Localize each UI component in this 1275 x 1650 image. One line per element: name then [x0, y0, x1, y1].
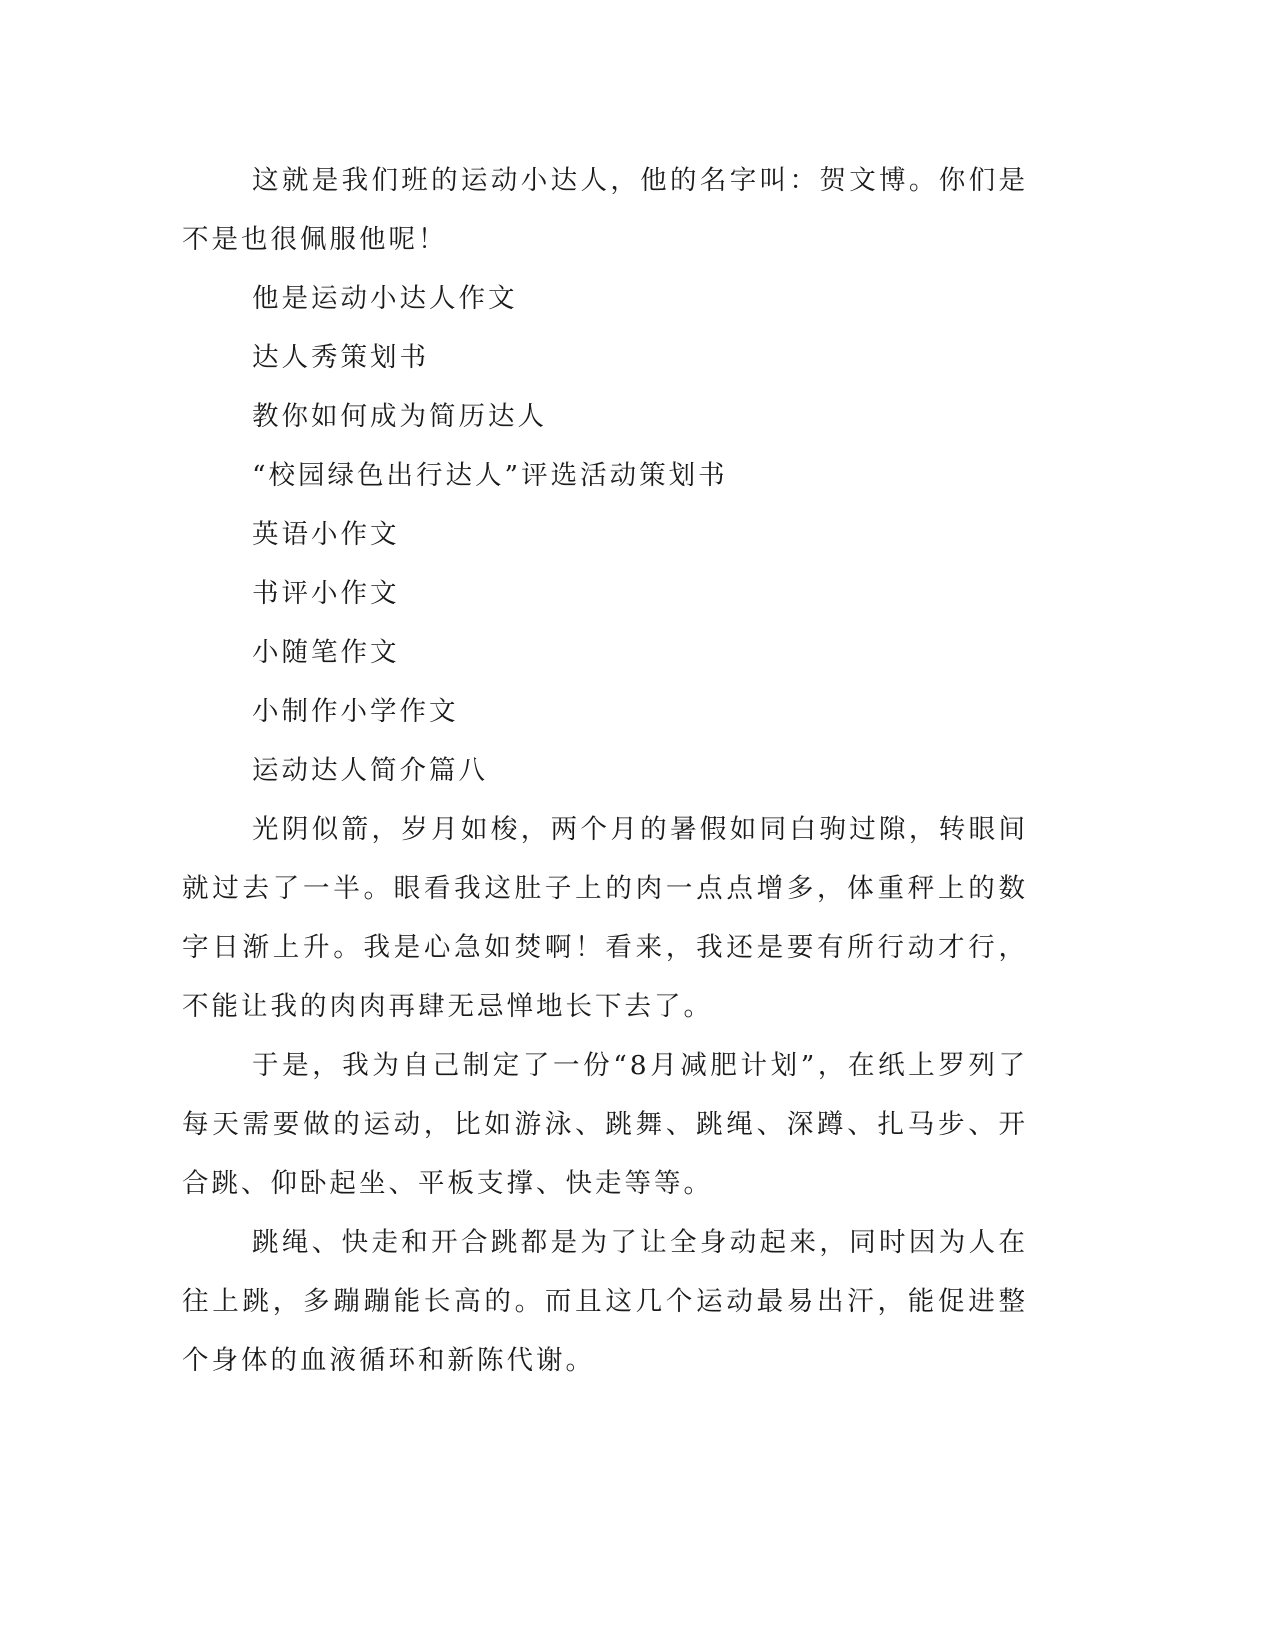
document-page	[182, 151, 1028, 1390]
paragraph: 跳绳、快走和开合跳都是为了让全身动起来，同时因为人在往上跳，多蹦蹦能长高的。而且这几个运动最易出汗，能促进整个身体的血液循环和新陈代谢。	[182, 1227, 1028, 1376]
paragraph: 光阴似箭，岁月如梭，两个月的暑假如同白驹过隙，转眼间就过去了一半。眼看我这肚子上的肉一点点增多，体重秤上的数字日渐上升。我是心急如焚啊！看来，我还是要有所行动才行，不能让我的肉肉再肆无忌惮地长下去了。	[182, 814, 1028, 1022]
paragraph: 这就是我们班的运动小达人，他的名字叫：贺文博。你们是不是也很佩服他呢！	[182, 165, 1028, 255]
paragraph: 小制作小学作文	[252, 696, 459, 727]
section-heading: 运动达人简介篇八	[252, 755, 488, 786]
paragraph: 于是，我为自己制定了一份“8月减肥计划”，在纸上罗列了每天需要做的运动，比如游泳、跳舞、跳绳、深蹲、扎马步、开合跳、仰卧起坐、平板支撑、快走等等。	[182, 1050, 1028, 1199]
paragraph: “校园绿色出行达人”评选活动策划书	[252, 460, 728, 491]
paragraph: 小随笔作文	[252, 637, 400, 668]
paragraph: 达人秀策划书	[252, 342, 429, 373]
paragraph: 书评小作文	[252, 578, 400, 609]
paragraph: 英语小作文	[252, 519, 400, 550]
paragraph: 他是运动小达人作文	[252, 283, 518, 314]
paragraph: 教你如何成为简历达人	[252, 401, 547, 432]
